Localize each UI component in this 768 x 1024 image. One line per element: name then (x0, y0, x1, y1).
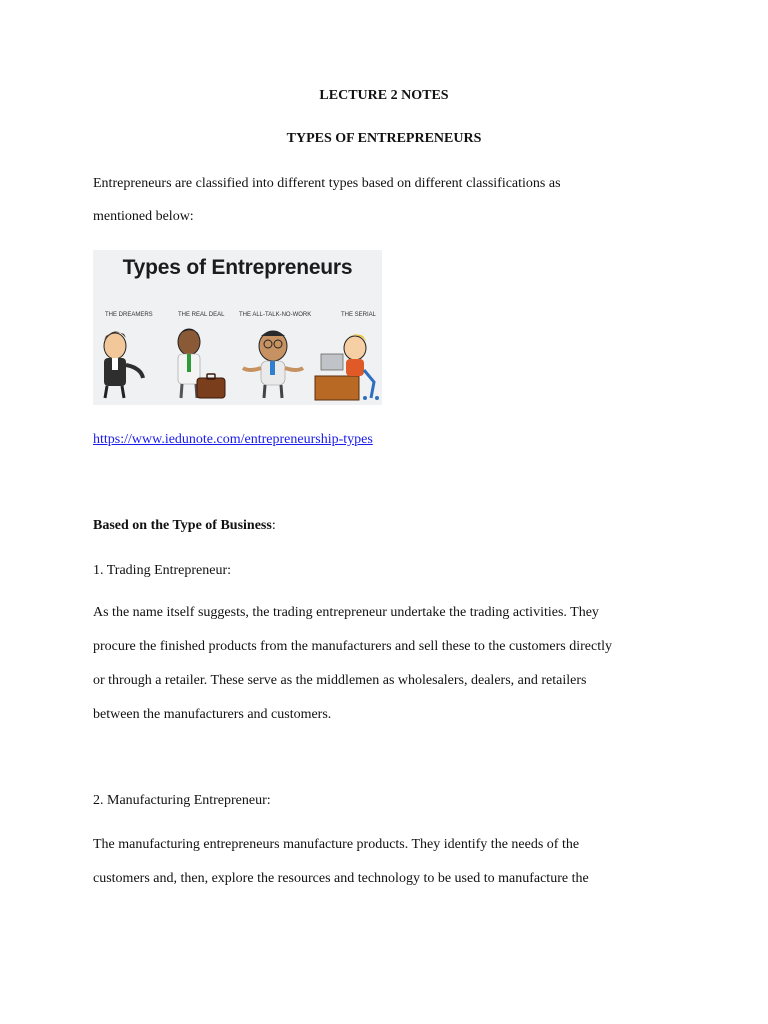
caption-real-deal: THE REAL DEAL (178, 312, 225, 318)
intro-line-2: mentioned below: (93, 209, 194, 224)
serial-figure (315, 334, 379, 400)
subheading-text: Based on the Type of Business (93, 518, 272, 533)
item2-line-1: The manufacturing entrepreneurs manufacture products. They identify the needs of the (93, 837, 580, 852)
section-title: TYPES OF ENTREPRENEURS (286, 131, 482, 146)
all-talk-figure (243, 331, 303, 398)
figure-title: Types of Entrepreneurs (122, 256, 353, 279)
item1-line-3: or through a retailer. These serve as the middlemen as wholesalers, dealers, and retailers (93, 673, 587, 688)
item1-line-4: between the manufacturers and customers. (93, 707, 332, 722)
item1-heading: 1. Trading Entrepreneur: (93, 563, 232, 578)
item1-line-1: As the name itself suggests, the trading entrepreneur undertake the trading activities. They (93, 605, 599, 620)
lecture-title: LECTURE 2 NOTES (319, 88, 449, 103)
source-link[interactable]: https://www.iedunote.com/entrepreneurship-types (93, 432, 373, 447)
item2-line-2: customers and, then, explore the resources and technology to be used to manufacture the (93, 871, 589, 886)
real-deal-figure (178, 329, 225, 398)
caption-serial: THE SERIAL (341, 312, 377, 318)
subheading-colon: : (271, 518, 276, 533)
dreamer-figure (104, 331, 143, 398)
entrepreneur-types-image (93, 250, 382, 405)
caption-all-talk: THE ALL-TALK-NO-WORK (239, 312, 312, 318)
intro-line-1: Entrepreneurs are classified into different types based on different classifications as (93, 176, 561, 191)
subheading (93, 518, 276, 534)
item2-heading: 2. Manufacturing Entrepreneur: (93, 793, 271, 808)
item1-line-2: procure the finished products from the manufacturers and sell these to the customers directly (93, 639, 612, 654)
caption-dreamers: THE DREAMERS (105, 312, 153, 318)
